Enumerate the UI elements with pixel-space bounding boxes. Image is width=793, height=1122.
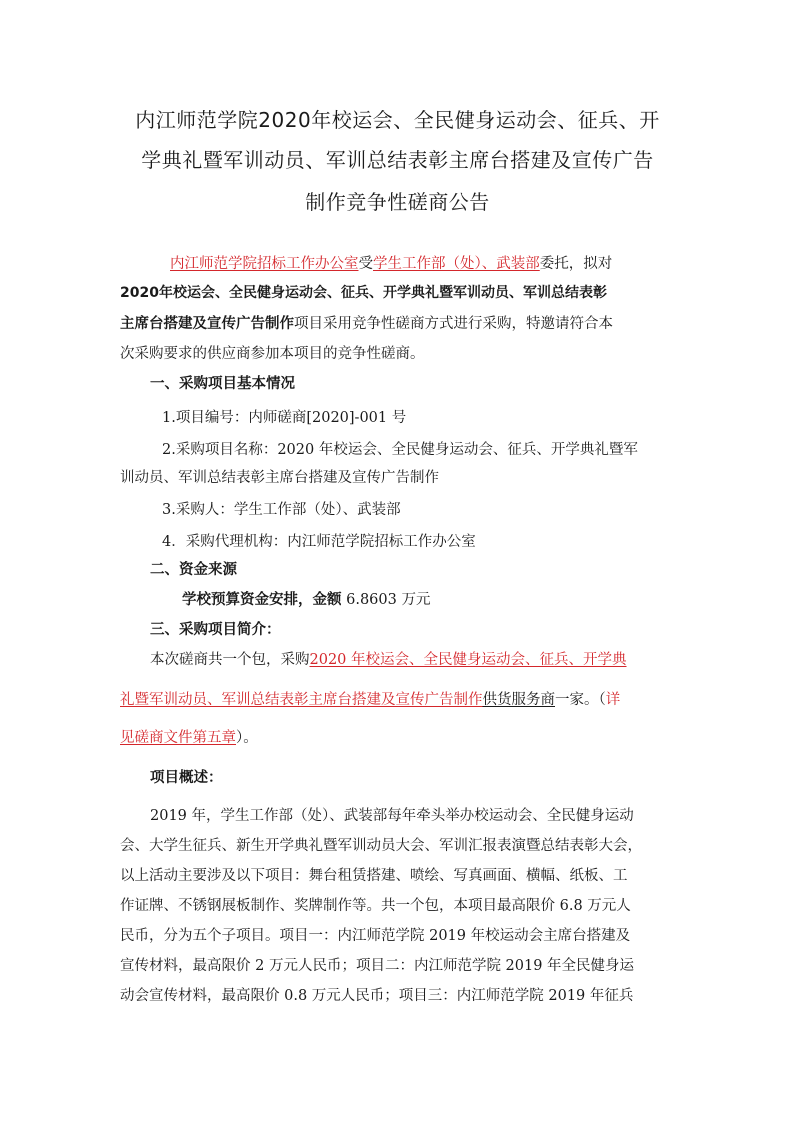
funding-line: [182, 588, 430, 609]
title-line-2: 学典礼暨军训动员、军训总结表彰主席台搭建及宣传广告: [141, 148, 654, 172]
intro-entrust: 委托，拟对: [539, 256, 613, 272]
item-project-number: 1.项目编号：内师磋商[2020]-001 号: [162, 410, 407, 426]
overview-line-2: 会、大学生征兵、新生开学典礼暨军训动员大会、军训汇报表演暨总结表彰大会，: [120, 838, 642, 854]
title-line-1: 内江师范学院2020年校运会、全民健身运动会、征兵、开: [135, 108, 660, 132]
item-purchaser: 3.采购人：学生工作部（处）、武装部: [162, 502, 401, 518]
item-agency: 4．采购代理机构：内江师范学院招标工作办公室: [162, 534, 476, 550]
intro-shou: 受: [358, 256, 373, 272]
intro-line-4: 次采购要求的供应商参加本项目的竞争性磋商。: [120, 346, 425, 362]
summary-detail-2: 见磋商文件第五章: [120, 730, 236, 746]
overview-line-5: 民币，分为五个子项目。项目一：内江师范学院 2019 年校运动会主席台搭建及: [120, 928, 631, 944]
section3-heading: 三、采购项目简介：: [150, 622, 281, 638]
summary-close: ）。: [236, 730, 258, 746]
intro-method: 项目采用竞争性磋商方式进行采购，特邀请符合本: [294, 316, 613, 332]
overview-line-1: 2019 年，学生工作部（处）、武装部每年牵头举办校运动会、全民健身运动: [150, 808, 634, 824]
summary-project-2: 礼暨军训动员、军训总结表彰主席台搭建及宣传广告制作: [120, 692, 483, 708]
summary-supplier: 供货服务商: [482, 692, 555, 708]
item-project-name-2: 训动员、军训总结表彰主席台搭建及宣传广告制作: [120, 470, 439, 486]
summary-line-3: [120, 726, 258, 747]
intro-line-3: [120, 312, 613, 333]
client-name: 学生工作部（处）、武装部: [373, 256, 540, 272]
section1-heading: 一、采购项目基本情况: [150, 376, 295, 392]
project-name-bold: 主席台搭建及宣传广告制作: [120, 316, 294, 332]
intro-line-2: 2020年校运会、全民健身运动会、征兵、开学典礼暨军训动员、军训总结表彰: [120, 285, 607, 301]
overview-line-3: 以上活动主要涉及以下项目：舞台租赁搭建、喷绘、写真画面、横幅、纸板、工: [120, 868, 628, 884]
overview-line-4: 作证牌、不锈钢展板制作、奖牌制作等。共一个包，本项目最高限价 6.8 万元人: [120, 898, 631, 914]
item-project-name-1: 2.采购项目名称：2020 年校运会、全民健身运动会、征兵、开学典礼暨军: [162, 442, 638, 458]
summary-line-1: [150, 648, 627, 669]
summary-detail-1: 详: [605, 692, 621, 708]
summary-line-2: [120, 688, 620, 709]
summary-one: 一家。（: [555, 692, 606, 708]
agency-name: 内江师范学院招标工作办公室: [170, 256, 359, 272]
overview-line-6: 宣传材料，最高限价 2 万元人民币；项目二：内江师范学院 2019 年全民健身运: [120, 958, 635, 974]
overview-heading: 项目概述：: [150, 770, 223, 786]
summary-project-1: 2020 年校运会、全民健身运动会、征兵、开学典: [309, 652, 627, 668]
summary-start: 本次磋商共一个包，采购: [150, 652, 310, 668]
overview-line-7: 动会宣传材料，最高限价 0.8 万元人民币；项目三：内江师范学院 2019 年征兵: [120, 988, 634, 1004]
intro-line-1: [170, 252, 612, 273]
funding-amount: 6.8603 万元: [346, 592, 431, 608]
funding-label: 学校预算资金安排，金额: [182, 592, 342, 608]
title-line-3: 制作竞争性磋商公告: [305, 190, 490, 214]
section2-heading: 二、资金来源: [150, 562, 237, 578]
